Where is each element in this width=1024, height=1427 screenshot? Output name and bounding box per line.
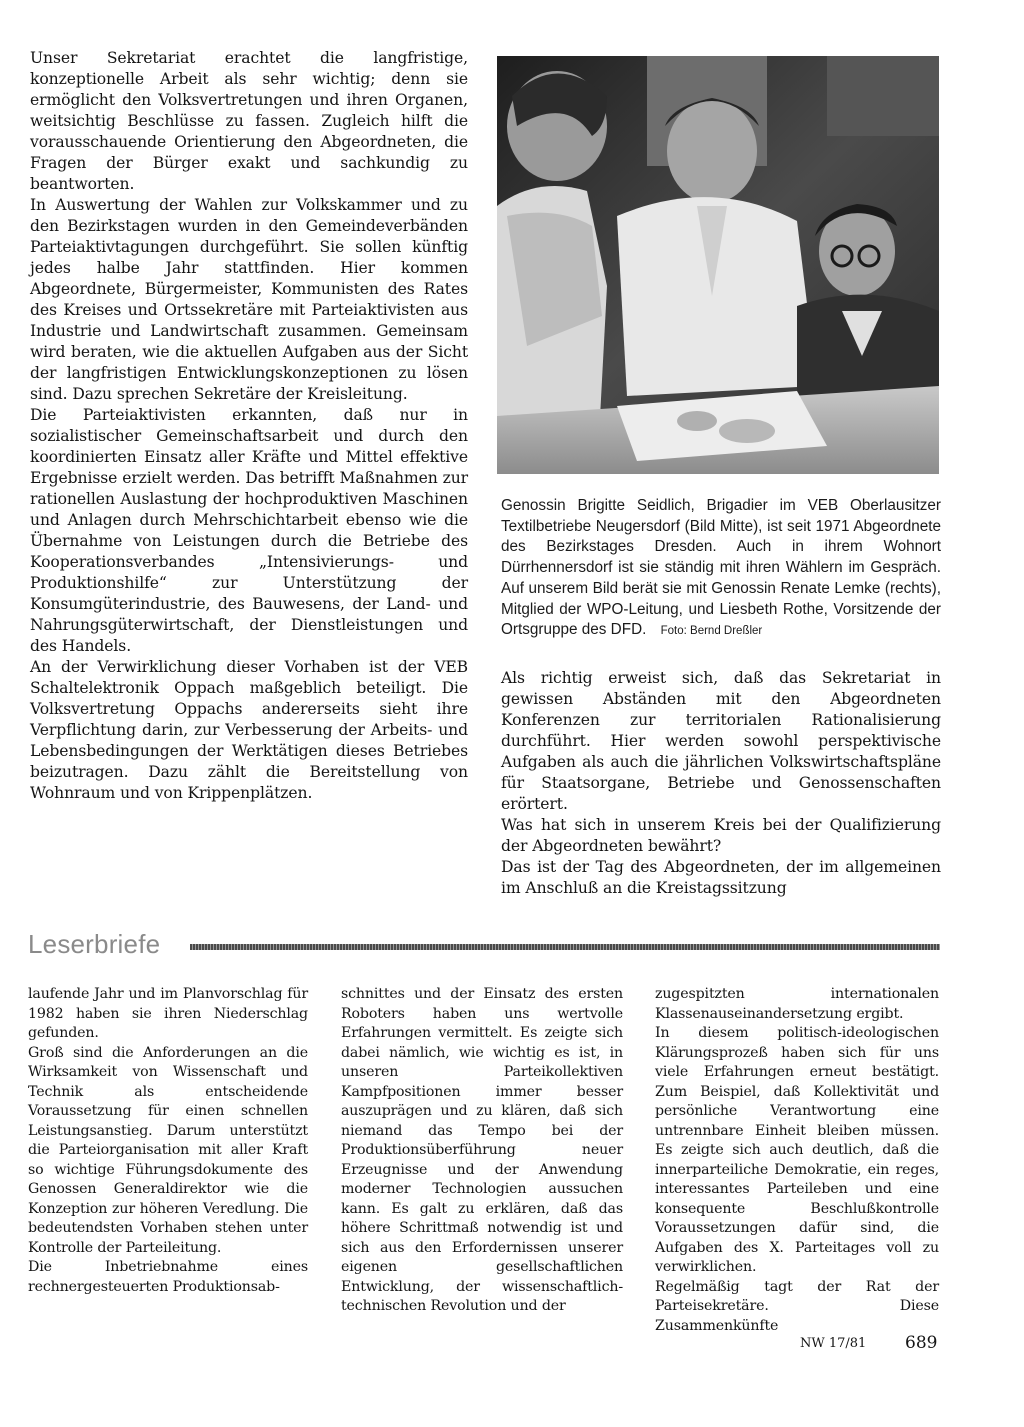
caption-text: Genossin Brigitte Seidlich, Brigadier im VEB Oberlausitzer Textilbetriebe Neugersdorf (Bild Mitte), ist seit 1971 Abgeordnete des Bezirkstages Dresden. Auch in ihrem Wohnort Dürrhennersdorf ist sie ständig mit ihren Wählern im Gespräch. Auf unserem Bild berät sie mit Genossin Renate Lemke (rechts), Mitglied der WPO-Leitung, und Liesbeth Rothe, Vorsitzende der Ortsgruppe des DFD. [501,497,941,639]
heading-rule [190,944,940,950]
paragraph: Die Inbetriebnahme eines rechnergesteuerten Produktionsab- [28,1259,308,1295]
letters-column-2 [341,985,623,1314]
page-number: 689 [905,1333,938,1353]
article-right-column [501,668,941,908]
paragraph: Die Parteiaktivisten erkannten, daß nur in sozialistischer Gemeinschaftsarbeit und durch den koordinierten Einsatz aller Kräfte und Mittel effektive Ergebnisse erzielt werden. Das betrifft Maßnahmen zur rationellen Auslastung der hochproduktiven Maschinen und Anlagen durch Mehrschichtarbeit ebenso wie die Übernahme von Leistungen durch die Betriebe des Kooperationsverbandes „Intensivierungs- und Produktionshilfe“ zur Unterstützung der Konsumgüterindustrie, des Bauwesens, der Land- und Nahrungsgüterwirtschaft, der Dienstleistungen und des Handels. [30,406,468,655]
photo-caption [501,496,941,654]
paragraph: Als richtig erweist sich, daß das Sekretariat in gewissen Abständen mit den Abgeordneten Konferenzen zur territorialen Rationalisierung durchführt. Hier werden sowohl perspektivische Aufgaben als auch die jährlichen Volkswirtschaftspläne für Staatsorgane, Betriebe und Genossenschaften erörtert. [501,669,941,813]
paragraph: schnittes und der Einsatz des ersten Roboters haben uns wertvolle Erfahrungen vermittelt. Es zeigte sich dabei nämlich, wie wichtig es ist, in unseren Parteikollektiven Kampfpositionen immer besser auszuprägen und zu klären, daß sich niemand das Tempo bei der Produktionsüberführung neuer Erzeugnisse und der Anwendung moderner Technologien aussuchen kann. Es galt zu erklären, daß das höhere Schrittmaß notwendig ist und sich aus den Erfordernissen unserer eigenen gesellschaftlichen Entwicklung, der wissenschaftlich-technischen Revolution und der [341,986,623,1314]
photo-credit: Foto: Bernd Dreßler [660,625,763,638]
paragraph: Unser Sekretariat erachtet die langfristige, konzeptionelle Arbeit als sehr wichtig; denn sie ermöglicht den Volksvertretungen und ihren Organen, weitsichtig Beschlüsse zu fassen. Zugleich hilft die vorausschauende Orientierung den Abgeordneten, die Fragen der Bürger exakt und sachkundig zu beantworten. [30,49,468,193]
paragraph: Das ist der Tag des Abgeordneten, der im allgemeinen im Anschluß an die Kreistagssitzung [501,858,941,897]
photo-image [497,56,939,474]
paragraph: Was hat sich in unserem Kreis bei der Qualifizierung der Abgeordneten bewährt? [501,816,941,855]
paragraph: laufende Jahr und im Planvorschlag für 1982 haben sie ihren Niederschlag gefunden. [28,986,308,1041]
paragraph: An der Verwirklichung dieser Vorhaben ist der VEB Schaltelektronik Oppach maßgeblich beteiligt. Die Volksvertretung Oppachs andererseits sieht ihre Verpflichtung darin, zur Verbesserung der Arbeits- und Lebensbedingungen der Werktätigen dieses Betriebes beizutragen. Dazu zählt die Bereitstellung von Wohnraum und von Krippenplätzen. [30,658,468,802]
paragraph: In Auswertung der Wahlen zur Volkskammer und zu den Bezirkstagen wurden in den Gemeindeverbänden Parteiaktivtagungen durchgeführt. Sie sollen künftig jedes halbe Jahr stattfinden. Hier kommen Abgeordnete, Bürgermeister, Kommunisten des Rates des Kreises und Ortssekretäre mit Parteiaktivisten aus Industrie und Landwirtschaft zusammen. Gemeinsam wird beraten, wie die aktuellen Aufgaben aus der Sicht der langfristigen Entwicklungskonzeptionen zu lösen sind. Dazu sprechen Sekretäre der Kreisleitung. [30,196,468,403]
letters-column-3 [655,985,939,1334]
paragraph: zugespitzten internationalen Klassenauseinandersetzung ergibt. [655,986,939,1022]
section-heading: Leserbriefe [28,929,161,959]
photo [497,56,939,474]
paragraph: In diesem politisch-ideologischen Klärungsprozeß haben sich für uns viele Erfahrungen erneut bestätigt. Zum Beispiel, daß Kollektivität und persönliche Verantwortung eine untrennbare Einheit bleiben müssen. Es zeigte sich auch deutlich, daß die innerparteiliche Demokratie, ein reges, interessantes Parteileben und eine konsequente Beschlußkontrolle Voraussetzungen dafür sind, die Aufgaben des X. Parteitages voll zu verwirklichen. [655,1025,939,1275]
paragraph: Groß sind die Anforderungen an die Wirksamkeit von Wissenschaft und Technik als entscheidende Voraussetzung für einen schnellen Leistungsanstieg. Darum unterstützt die Parteiorganisation mit aller Kraft so wichtige Führungsdokumente des Genossen Generaldirektor wie die Konzeption zur höheren Veredlung. Die bedeutendsten Vorhaben stehen unter Kontrolle der Parteileitung. [28,1044,308,1256]
paragraph: Regelmäßig tagt der Rat der Parteisekretäre. Diese Zusammenkünfte [655,1278,939,1334]
article-left-column [30,48,468,908]
letters-column-1 [28,985,308,1305]
issue-label: NW 17/81 [800,1336,867,1351]
